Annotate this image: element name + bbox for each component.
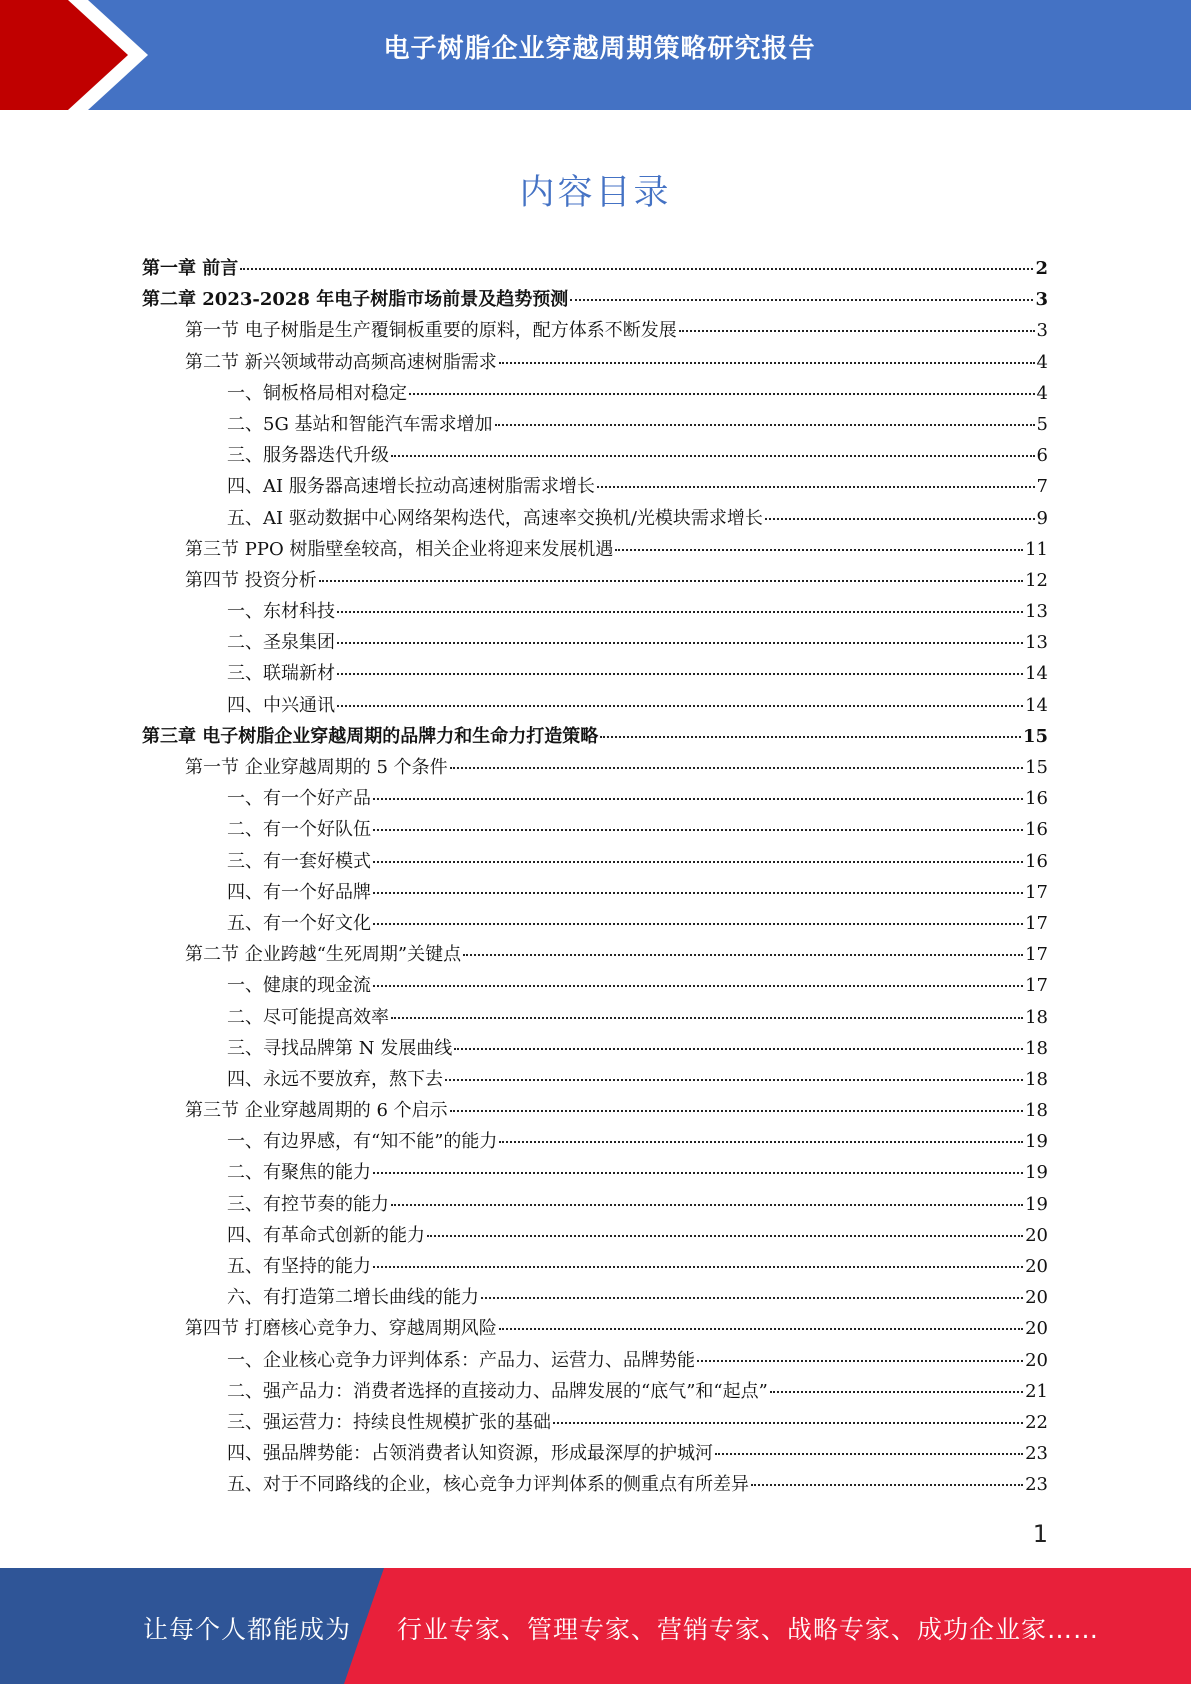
- dot-leader: [391, 1204, 1023, 1206]
- toc-entry[interactable]: [142, 316, 1048, 347]
- toc-entry-page: 14: [1025, 694, 1048, 716]
- toc-entry-page: 20: [1025, 1224, 1048, 1246]
- toc-entry-label: 第一章 前言: [142, 258, 239, 279]
- dot-leader: [450, 767, 1023, 769]
- toc-entry-label: 三、服务器迭代升级: [227, 445, 389, 467]
- dot-leader: [319, 580, 1023, 582]
- toc-entry-label: 一、铜板格局相对稳定: [227, 382, 407, 404]
- dot-leader: [337, 611, 1023, 613]
- toc-entry[interactable]: [142, 285, 1048, 316]
- toc-entry[interactable]: [142, 1065, 1048, 1096]
- dot-leader: [373, 892, 1023, 894]
- toc-entry[interactable]: [142, 441, 1048, 472]
- toc-entry-page: 16: [1025, 819, 1048, 841]
- toc-entry-label: 第一节 企业穿越周期的 5 个条件: [185, 757, 448, 778]
- dot-leader: [600, 736, 1021, 738]
- dot-leader: [373, 1172, 1023, 1174]
- toc-entry[interactable]: [142, 722, 1048, 753]
- dot-leader: [463, 954, 1023, 956]
- toc-entry-label: 一、有边界感，有“知不能”的能力: [227, 1131, 498, 1153]
- toc-entry-page: 17: [1025, 944, 1048, 966]
- toc-entry-label: 二、强产品力：消费者选择的直接动力、品牌发展的“底气”和“起点”: [227, 1380, 768, 1402]
- toc-entry[interactable]: [142, 909, 1048, 940]
- toc-entry[interactable]: [142, 1034, 1048, 1065]
- table-of-contents: [142, 254, 1048, 1502]
- toc-entry-label: 六、有打造第二增长曲线的能力: [227, 1287, 479, 1309]
- toc-entry[interactable]: [142, 410, 1048, 441]
- toc-entry-page: 20: [1025, 1256, 1048, 1277]
- footer-slogan-right: 行业专家、管理专家、营销专家、战略专家、成功企业家……: [397, 1615, 1100, 1644]
- dot-leader: [373, 829, 1023, 831]
- toc-entry-page: 12: [1025, 569, 1048, 591]
- toc-entry-page: 18: [1025, 1100, 1048, 1122]
- toc-entry-page: 13: [1025, 601, 1048, 623]
- toc-entry-page: 4: [1036, 382, 1048, 404]
- toc-entry-label: 二、圣泉集团: [227, 632, 335, 654]
- dot-leader: [373, 1266, 1023, 1268]
- dot-leader: [499, 1141, 1023, 1143]
- toc-entry-label: 五、AI 驱动数据中心网络架构迭代，高速率交换机/光模块需求增长: [227, 507, 763, 529]
- toc-entry-label: 三、寻找品牌第 N 发展曲线: [227, 1037, 453, 1059]
- toc-entry-label: 第三节 PPO 树脂壁垒较高，相关企业将迎来发展机遇: [185, 538, 614, 560]
- toc-entry-label: 第三章 电子树脂企业穿越周期的品牌力和生命力打造策略: [142, 725, 599, 747]
- toc-entry-label: 四、有一个好品牌: [227, 881, 371, 903]
- toc-entry-page: 16: [1025, 850, 1048, 872]
- toc-entry-page: 13: [1025, 632, 1048, 654]
- toc-entry[interactable]: [142, 1314, 1048, 1345]
- toc-entry-page: 18: [1025, 1068, 1048, 1090]
- dot-leader: [337, 673, 1023, 675]
- toc-entry-page: 20: [1025, 1349, 1048, 1371]
- toc-entry-page: 5: [1036, 413, 1048, 435]
- toc-entry[interactable]: [142, 628, 1048, 659]
- toc-entry-page: 22: [1025, 1411, 1048, 1433]
- toc-entry-label: 二、有聚焦的能力: [227, 1162, 371, 1184]
- dot-leader: [481, 1297, 1023, 1299]
- toc-entry[interactable]: [142, 504, 1048, 535]
- dot-leader: [770, 1391, 1023, 1393]
- toc-entry-label: 五、对于不同路线的企业，核心竞争力评判体系的侧重点有所差异: [227, 1474, 749, 1496]
- toc-entry-label: 四、永远不要放弃，熬下去: [227, 1068, 443, 1090]
- header-banner: [0, 0, 1191, 110]
- dot-leader: [240, 268, 1033, 270]
- toc-entry[interactable]: [142, 1377, 1048, 1408]
- dot-leader: [427, 1235, 1023, 1237]
- toc-entry[interactable]: [142, 566, 1048, 597]
- dot-leader: [373, 798, 1023, 800]
- toc-entry-label: 四、AI 服务器高速增长拉动高速树脂需求增长: [227, 476, 595, 498]
- toc-entry-page: 19: [1025, 1162, 1048, 1184]
- dot-leader: [454, 1048, 1023, 1050]
- toc-entry-page: 15: [1025, 757, 1048, 778]
- toc-entry[interactable]: [142, 1252, 1048, 1283]
- toc-entry-label: 第二章 2023-2028 年电子树脂市场前景及趋势预测: [142, 289, 569, 311]
- toc-entry-label: 二、5G 基站和智能汽车需求增加: [227, 413, 493, 435]
- dot-leader: [765, 518, 1035, 520]
- footer-slogan-left: 让每个人都能成为: [143, 1615, 352, 1644]
- dot-leader: [337, 705, 1023, 707]
- toc-entry[interactable]: [142, 597, 1048, 628]
- toc-entry[interactable]: [142, 1283, 1048, 1314]
- dot-leader: [495, 424, 1035, 426]
- toc-entry-page: 18: [1025, 1037, 1048, 1059]
- toc-entry-label: 三、有一套好模式: [227, 850, 371, 872]
- toc-entry-label: 一、健康的现金流: [227, 975, 371, 997]
- toc-entry-label: 一、东材科技: [227, 601, 335, 623]
- footer-banner: [0, 1568, 1191, 1684]
- toc-entry-page: 3: [1035, 289, 1048, 311]
- toc-entry-page: 20: [1025, 1287, 1048, 1309]
- dot-leader: [373, 985, 1023, 987]
- toc-entry-page: 17: [1025, 975, 1048, 997]
- dot-leader: [499, 362, 1035, 364]
- toc-entry[interactable]: [142, 348, 1048, 379]
- dot-leader: [679, 330, 1035, 332]
- toc-entry-label: 三、有控节奏的能力: [227, 1193, 389, 1215]
- toc-entry-page: 4: [1036, 351, 1048, 373]
- toc-entry-page: 15: [1022, 725, 1048, 747]
- toc-entry[interactable]: [142, 691, 1048, 722]
- toc-entry-page: 19: [1025, 1131, 1048, 1153]
- dot-leader: [751, 1484, 1023, 1486]
- toc-entry[interactable]: [142, 815, 1048, 846]
- dot-leader: [715, 1453, 1023, 1455]
- toc-entry[interactable]: [142, 1408, 1048, 1439]
- toc-entry[interactable]: [142, 472, 1048, 503]
- toc-entry-label: 第四节 投资分析: [185, 569, 317, 591]
- toc-entry-label: 二、有一个好队伍: [227, 819, 371, 841]
- toc-entry[interactable]: [142, 847, 1048, 878]
- toc-entry-page: 17: [1025, 881, 1048, 903]
- toc-entry-label: 第一节 电子树脂是生产覆铜板重要的原料，配方体系不断发展: [185, 320, 677, 342]
- toc-entry[interactable]: [142, 1096, 1048, 1127]
- toc-entry[interactable]: [142, 1003, 1048, 1034]
- toc-entry-page: 20: [1025, 1318, 1048, 1340]
- toc-entry[interactable]: [142, 1190, 1048, 1221]
- dot-leader: [450, 1110, 1023, 1112]
- toc-entry-page: 2: [1035, 258, 1048, 279]
- toc-entry[interactable]: [142, 1439, 1048, 1470]
- toc-entry-label: 四、强品牌势能：占领消费者认知资源，形成最深厚的护城河: [227, 1443, 713, 1465]
- toc-entry-page: 6: [1036, 445, 1048, 467]
- toc-entry-page: 23: [1025, 1474, 1048, 1496]
- toc-entry-label: 三、强运营力：持续良性规模扩张的基础: [227, 1411, 551, 1433]
- toc-entry-page: 21: [1025, 1380, 1048, 1402]
- toc-entry-page: 18: [1025, 1006, 1048, 1028]
- toc-entry-page: 14: [1025, 663, 1048, 685]
- toc-entry[interactable]: [142, 1470, 1048, 1501]
- dot-leader: [391, 1017, 1023, 1019]
- toc-entry[interactable]: [142, 878, 1048, 909]
- page-number: 1: [1032, 1520, 1048, 1548]
- toc-heading: 内容目录: [519, 173, 672, 213]
- toc-entry-label: 三、联瑞新材: [227, 663, 335, 685]
- toc-entry[interactable]: [142, 971, 1048, 1002]
- toc-entry-label: 一、企业核心竞争力评判体系：产品力、运营力、品牌势能: [227, 1349, 695, 1371]
- toc-entry-label: 四、有革命式创新的能力: [227, 1224, 425, 1246]
- toc-entry[interactable]: [142, 254, 1048, 285]
- toc-entry[interactable]: [142, 659, 1048, 690]
- toc-entry-label: 一、有一个好产品: [227, 788, 371, 810]
- toc-entry[interactable]: [142, 379, 1048, 410]
- toc-entry-page: 17: [1025, 912, 1048, 934]
- dot-leader: [499, 1328, 1023, 1330]
- toc-entry-label: 第二节 企业跨越“生死周期”关键点: [185, 944, 462, 966]
- dot-leader: [391, 455, 1035, 457]
- toc-entry-page: 19: [1025, 1193, 1048, 1215]
- toc-entry[interactable]: [142, 1346, 1048, 1377]
- dot-leader: [697, 1360, 1023, 1362]
- dot-leader: [570, 299, 1033, 301]
- toc-entry[interactable]: [142, 940, 1048, 971]
- toc-entry[interactable]: [142, 1158, 1048, 1189]
- dot-leader: [445, 1079, 1023, 1081]
- toc-entry-label: 第三节 企业穿越周期的 6 个启示: [185, 1100, 448, 1122]
- dot-leader: [615, 549, 1023, 551]
- toc-entry-label: 二、尽可能提高效率: [227, 1006, 389, 1028]
- toc-entry-label: 第四节 打磨核心竞争力、穿越周期风险: [185, 1318, 497, 1340]
- toc-entry[interactable]: [142, 753, 1048, 784]
- toc-entry-page: 16: [1025, 788, 1048, 810]
- toc-entry-page: 3: [1036, 320, 1048, 342]
- toc-entry-page: 7: [1036, 476, 1048, 498]
- toc-entry-page: 11: [1025, 538, 1048, 560]
- toc-entry-label: 四、中兴通讯: [227, 694, 335, 716]
- toc-entry[interactable]: [142, 1127, 1048, 1158]
- report-title: 电子树脂企业穿越周期策略研究报告: [383, 34, 816, 64]
- dot-leader: [337, 642, 1023, 644]
- toc-entry-label: 五、有坚持的能力: [227, 1256, 371, 1277]
- toc-entry-page: 23: [1025, 1443, 1048, 1465]
- toc-entry[interactable]: [142, 1221, 1048, 1252]
- toc-entry[interactable]: [142, 535, 1048, 566]
- dot-leader: [373, 923, 1023, 925]
- dot-leader: [373, 861, 1023, 863]
- toc-entry[interactable]: [142, 784, 1048, 815]
- toc-entry-page: 9: [1036, 507, 1048, 529]
- toc-entry-label: 第二节 新兴领域带动高频高速树脂需求: [185, 351, 497, 373]
- dot-leader: [597, 486, 1035, 488]
- dot-leader: [553, 1422, 1023, 1424]
- toc-entry-label: 五、有一个好文化: [227, 912, 371, 934]
- dot-leader: [409, 393, 1035, 395]
